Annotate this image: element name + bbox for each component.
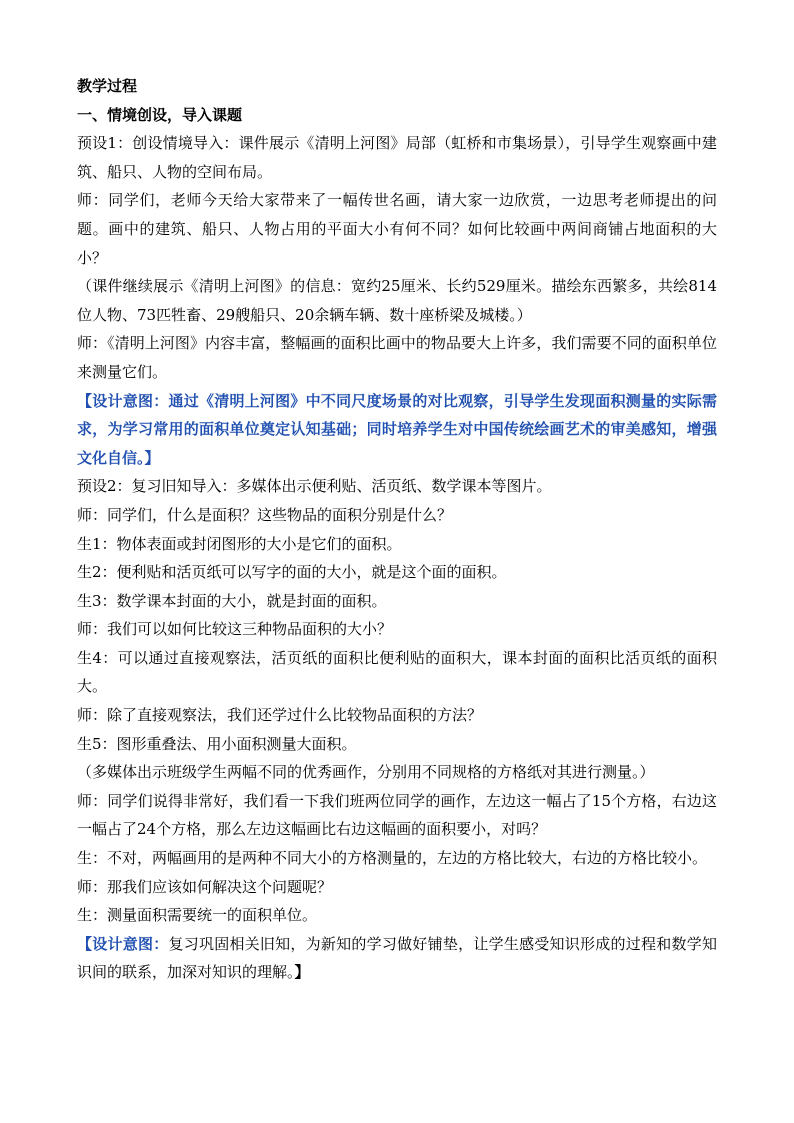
paragraph: 生1：物体表面或封闭图形的大小是它们的面积。 <box>77 534 402 553</box>
section-title: 教学过程 <box>77 77 138 95</box>
paragraph: （课件继续展示《清明上河图》的信息：宽约25厘米、长约529厘米。描绘东西繁多，共绘814位人物、73匹牲畜、29艘船只、20余辆车辆、数十座桥梁及城楼。） <box>77 277 717 324</box>
paragraph: 生3：数学课本封面的大小，就是封面的面积。 <box>77 591 387 610</box>
paragraph: 生2：便利贴和活页纸可以写字的面的大小，就是这个面的面积。 <box>77 563 507 582</box>
design-intent-close: 】 <box>294 963 310 982</box>
paragraph: 师：除了直接观察法，我们还学过什么比较物品面积的方法？ <box>77 706 483 725</box>
paragraph: 师：同学们，什么是面积？这些物品的面积分别是什么？ <box>77 505 453 524</box>
design-intent-close: 】 <box>144 448 160 467</box>
paragraph: （多媒体出示班级学生两幅不同的优秀画作，分别用不同规格的方格纸对其进行测量。） <box>77 763 655 782</box>
paragraph: 预设2：复习旧知导入：多媒体出示便利贴、活页纸、数学课本等图片。 <box>77 477 552 496</box>
design-intent-paragraph <box>77 930 717 987</box>
paragraph: 师：那我们应该如何解决这个问题呢？ <box>77 877 333 896</box>
paragraph: 生：测量面积需要统一的面积单位。 <box>77 906 318 925</box>
paragraph: 生4：可以通过直接观察法，活页纸的面积比便利贴的面积大，课本封面的面积比活页纸的面积大。 <box>77 648 717 696</box>
paragraph: 师：我们可以如何比较这三种物品面积的大小？ <box>77 620 393 639</box>
design-intent-text: 通过《清明上河图》中不同尺度场景的对比观察，引导学生发现面积测量的实际需求，为学习常用的面积单位奠定认知基础；同时培养学生对中国传统绘画艺术的审美感知，增强文化自信。 <box>77 391 717 467</box>
paragraph: 生：不对，两幅画用的是两种不同大小的方格测量的，左边的方格比较大，右边的方格比较小。 <box>77 849 708 868</box>
paragraph: 生5：图形重叠法、用小面积测量大面积。 <box>77 734 357 753</box>
document-body <box>77 72 717 987</box>
paragraph: 师：同学们，老师今天给大家带来了一幅传世名画，请大家一边欣赏，一边思考老师提出的问题。画中的建筑、船只、人物占用的平面大小有何不同？如何比较画中两间商铺占地面积的大小？ <box>77 191 717 267</box>
heading-1: 一、情境创设，导入课题 <box>77 105 243 124</box>
design-intent-label: 【设计意图： <box>77 391 169 410</box>
paragraph: 师：《清明上河图》内容丰富，整幅画的面积比画中的物品要大上许多，我们需要不同的面积单位来测量它们。 <box>77 334 717 381</box>
design-intent-text: 复习巩固相关旧知，为新知的学习做好铺垫，让学生感受知识形成的过程和数学知识间的联系，加深对知识的理解。 <box>77 934 717 982</box>
paragraph: 师：同学们说得非常好，我们看一下我们班两位同学的画作，左边这一幅占了15个方格，右边这一幅占了24个方格，那么左边这幅画比右边这幅画的面积要小，对吗？ <box>77 791 717 839</box>
design-intent-paragraph <box>77 387 717 473</box>
design-intent-label: 【设计意图： <box>77 934 169 953</box>
paragraph: 预设1：创设情境导入：课件展示《清明上河图》局部（虹桥和市集场景），引导学生观察画中建筑、船只、人物的空间布局。 <box>77 134 717 181</box>
